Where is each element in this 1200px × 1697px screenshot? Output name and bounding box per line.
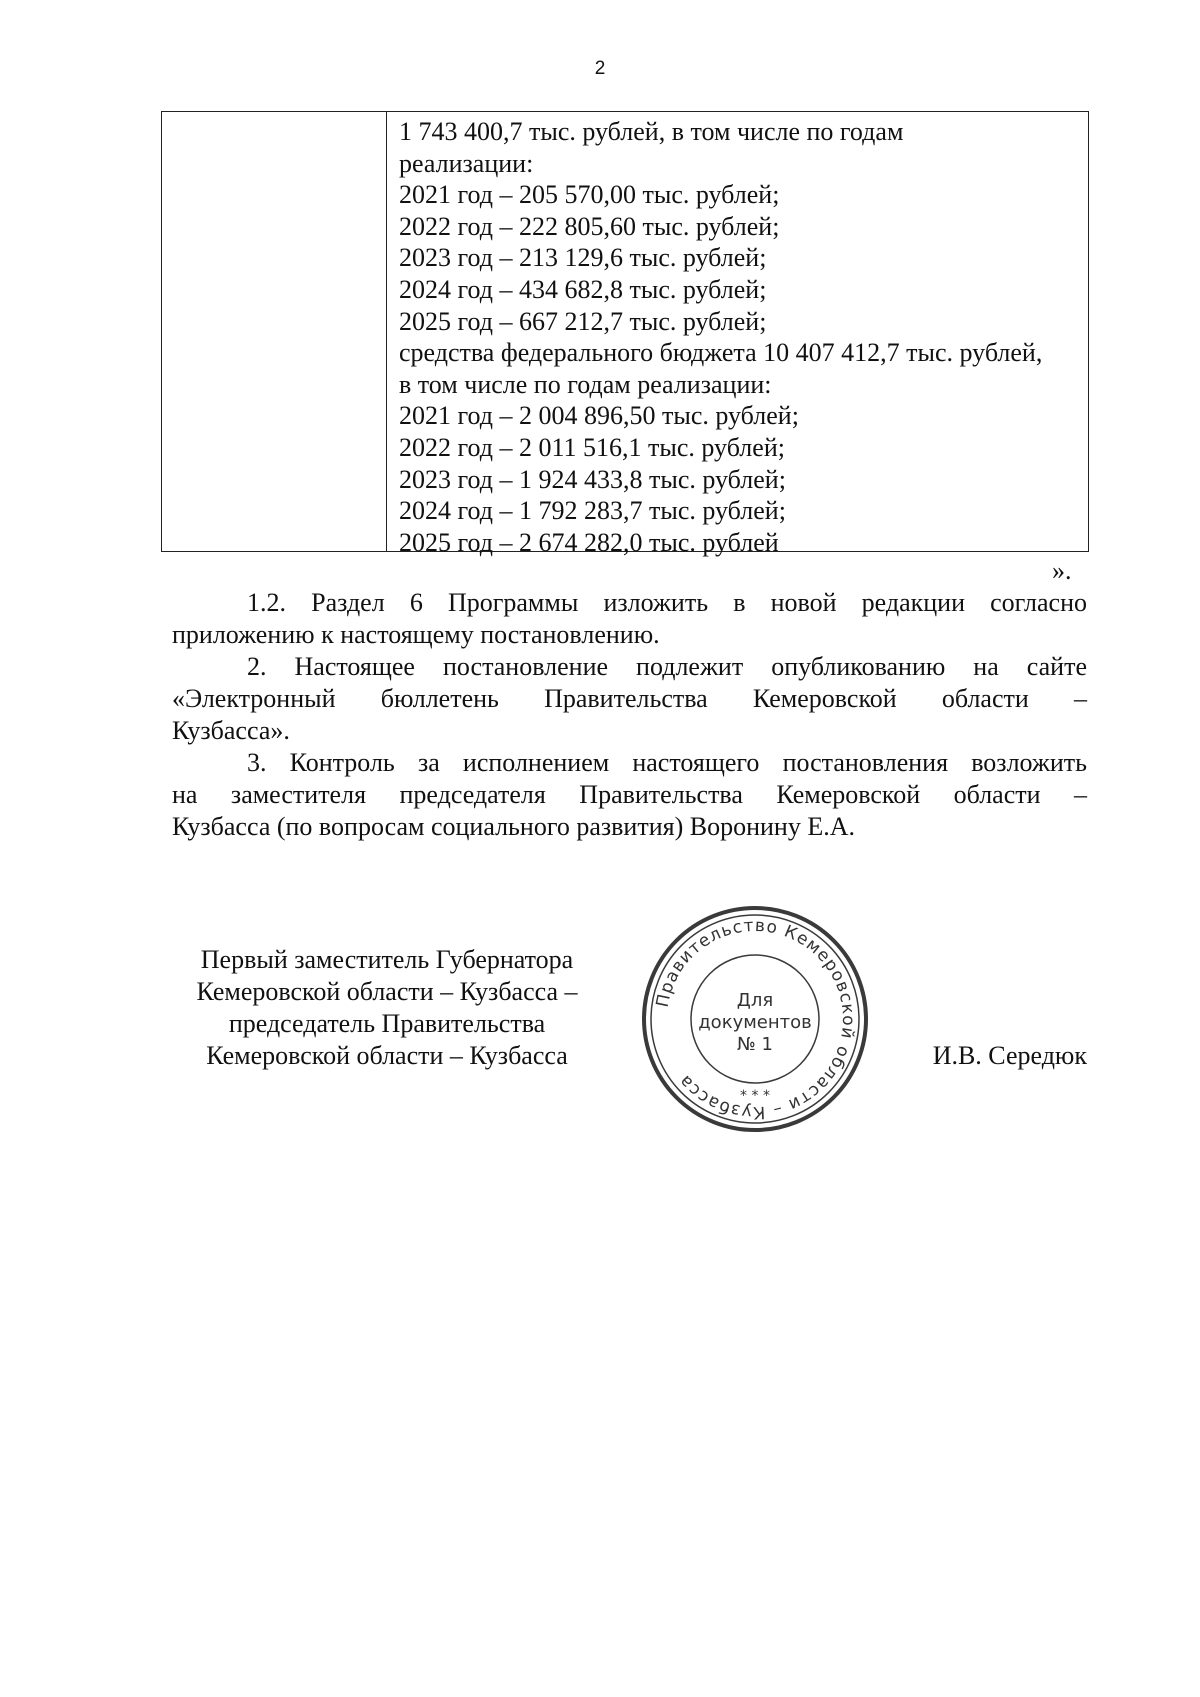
- paragraph-line: на заместителя председателя Правительства Кемеровской области –: [172, 780, 1087, 809]
- paragraph-line: приложению к настоящему постановлению.: [172, 620, 660, 649]
- paragraph-line: «Электронный бюллетень Правительства Кемеровской области –: [172, 684, 1087, 713]
- table-line: средства федерального бюджета 10 407 412,7 тыс. рублей,: [399, 338, 1043, 368]
- table-line: 2021 год – 2 004 896,50 тыс. рублей;: [399, 401, 799, 431]
- table-line: 2024 год – 434 682,8 тыс. рублей;: [399, 274, 767, 304]
- page-number: 2: [594, 58, 606, 79]
- table-line: реализации:: [399, 148, 534, 178]
- signatory-position-line: председатель Правительства: [228, 1009, 546, 1038]
- paragraph-line: 2. Настоящее постановление подлежит опубликованию на сайте: [247, 652, 1087, 681]
- paragraph-line: Кузбасса».: [172, 716, 290, 745]
- table-line: 2025 год – 667 212,7 тыс. рублей;: [399, 306, 767, 336]
- table-left-cell: [162, 112, 387, 551]
- table-line: 2021 год – 205 570,00 тыс. рублей;: [399, 180, 780, 210]
- paragraph-line: 3. Контроль за исполнением настоящего постановления возложить: [247, 748, 1087, 777]
- official-seal-stamp: [640, 904, 870, 1134]
- paragraph-line: Кузбасса (по вопросам социального развития) Воронину Е.А.: [172, 812, 855, 841]
- table-line: 2022 год – 2 011 516,1 тыс. рублей;: [399, 432, 785, 462]
- stamp-center-line: № 1: [737, 1034, 773, 1055]
- stamp-center-line: Для: [736, 990, 774, 1011]
- stamp-center-line: документов: [698, 1012, 812, 1033]
- paragraph-item-2: [172, 651, 1087, 747]
- table-line: 2023 год – 213 129,6 тыс. рублей;: [399, 243, 767, 273]
- table-right-cell: [387, 112, 1088, 557]
- table-line: 2023 год – 1 924 433,8 тыс. рублей;: [399, 464, 786, 494]
- table-line: 1 743 400,7 тыс. рублей, в том числе по годам: [399, 117, 904, 146]
- table-line: в том числе по годам реализации:: [399, 369, 772, 399]
- signatory-position-line: Кемеровской области – Кузбасса –: [196, 977, 578, 1006]
- table-line: 2022 год – 222 805,60 тыс. рублей;: [399, 211, 780, 241]
- signatory-name: И.В. Середюк: [932, 1041, 1087, 1070]
- paragraph-line: 1.2. Раздел 6 Программы изложить в новой редакции согласно: [247, 588, 1087, 617]
- signatory-position-line: Первый заместитель Губернатора: [200, 945, 574, 974]
- paragraph-item-1-2: [172, 587, 1087, 651]
- signatory-position-line: Кемеровской области – Кузбасса: [206, 1041, 568, 1070]
- table-line: 2024 год – 1 792 283,7 тыс. рублей;: [399, 496, 786, 526]
- paragraph-item-3: [172, 747, 1087, 843]
- closing-quote: ».: [1052, 556, 1072, 585]
- table-line: 2025 год – 2 674 282,0 тыс. рублей: [399, 527, 779, 557]
- funding-table: [161, 111, 1089, 557]
- signatory-position: [172, 944, 602, 1072]
- stamp-ring-text: Правительство Кемеровской области – Кузбасса: [652, 915, 859, 1123]
- stamp-stars: * * *: [740, 1088, 770, 1104]
